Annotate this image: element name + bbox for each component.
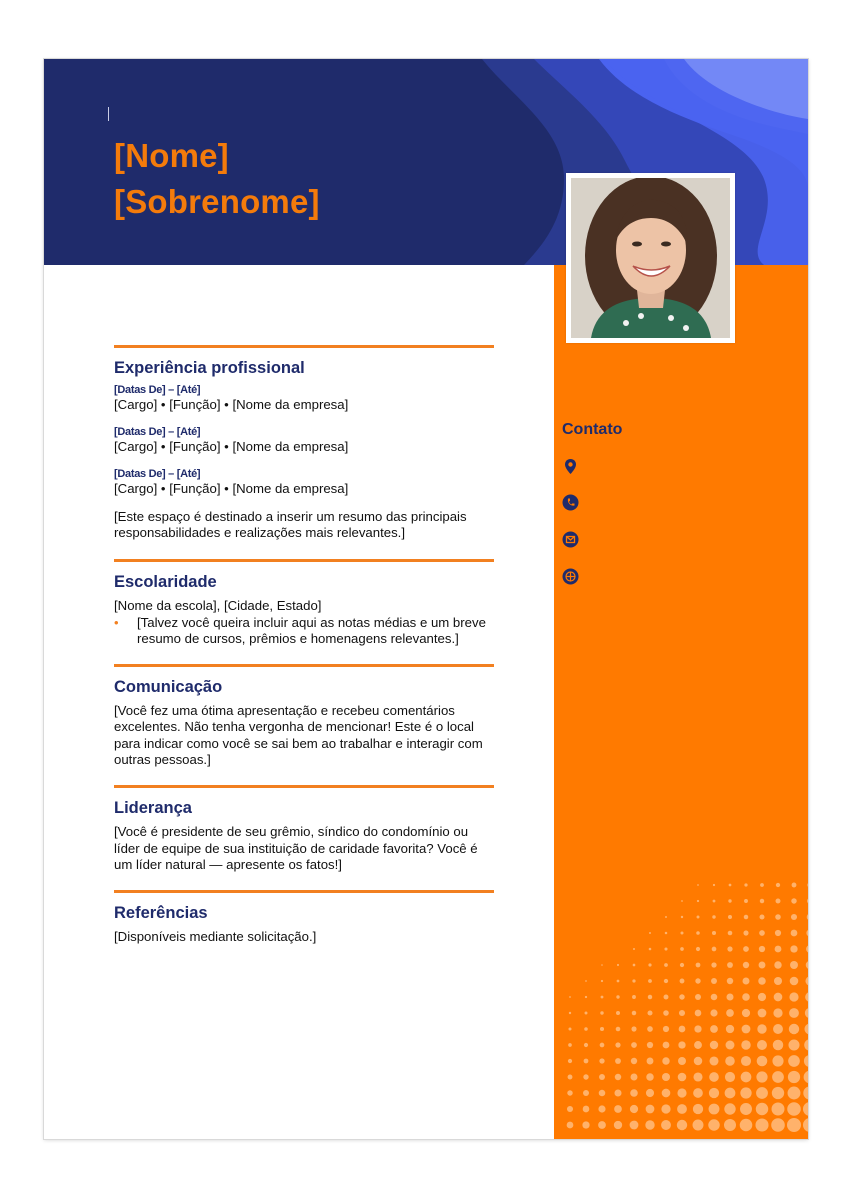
section-divider: [114, 345, 494, 348]
entry-role: [Cargo] • [Função] • [Nome da empresa]: [114, 481, 349, 496]
portrait-image: [571, 178, 730, 338]
communication-heading: Comunicação: [114, 678, 223, 697]
text-cursor-mark: [108, 107, 109, 121]
experience-entry: [114, 468, 494, 496]
profile-photo: [566, 173, 735, 343]
experience-summary: [114, 509, 494, 542]
entry-role: [Cargo] • [Função] • [Nome da empresa]: [114, 439, 349, 454]
education-bullet: [114, 615, 494, 648]
entry-role: [Cargo] • [Função] • [Nome da empresa]: [114, 397, 349, 412]
summary-line: responsabilidades e realizações mais relevantes.]: [114, 525, 406, 541]
halftone-dots-decoration: [554, 265, 808, 1139]
section-divider: [114, 559, 494, 562]
sidebar-panel: [554, 265, 808, 1139]
experience-entry: [114, 426, 494, 454]
school-line: [Nome da escola], [Cidade, Estado]: [114, 597, 322, 613]
experience-heading: Experiência profissional: [114, 359, 305, 377]
education-heading: Escolaridade: [114, 572, 217, 591]
contact-heading: Contato: [562, 421, 623, 438]
resume-page: [44, 59, 808, 1139]
section-divider: [114, 785, 494, 788]
references-text: [Disponíveis mediante solicitação.]: [114, 929, 317, 945]
communication-text: [Você fez uma ótima apresentação e recebeu comentários excelentes. Não tenha vergonha de mencionar! Este é o local para indicar como você se sai bem ao trabalhar e interagir com outras pessoas.]: [114, 703, 483, 768]
email-icon: [562, 531, 579, 548]
last-name: [Sobrenome]: [114, 183, 320, 220]
location-pin-icon: [562, 458, 579, 475]
section-divider: [114, 664, 494, 667]
section-divider: [114, 890, 494, 893]
references-heading: Referências: [114, 904, 208, 923]
entry-dates: [Datas De] – [Até]: [114, 426, 201, 438]
main-content: [114, 345, 494, 946]
globe-icon: [562, 568, 579, 585]
leadership-text: [Você é presidente de seu grêmio, síndico do condomínio ou líder de equipe de sua instituição de caridade favorita? Você é um líder natural — apresente os fatos!]: [114, 824, 478, 872]
experience-entry: [114, 384, 494, 412]
bullet-text: [Talvez você queira incluir aqui as notas médias e um breve resumo de cursos, prêmios e homenagens relevantes.]: [137, 614, 486, 646]
entry-dates: [Datas De] – [Até]: [114, 384, 201, 396]
bullet-marker: •: [114, 614, 119, 630]
entry-dates: [Datas De] – [Até]: [114, 468, 201, 480]
phone-icon: [562, 494, 579, 511]
first-name: [Nome]: [114, 137, 229, 174]
leadership-heading: Liderança: [114, 799, 192, 818]
summary-line: [Este espaço é destinado a inserir um resumo das principais: [114, 509, 467, 524]
